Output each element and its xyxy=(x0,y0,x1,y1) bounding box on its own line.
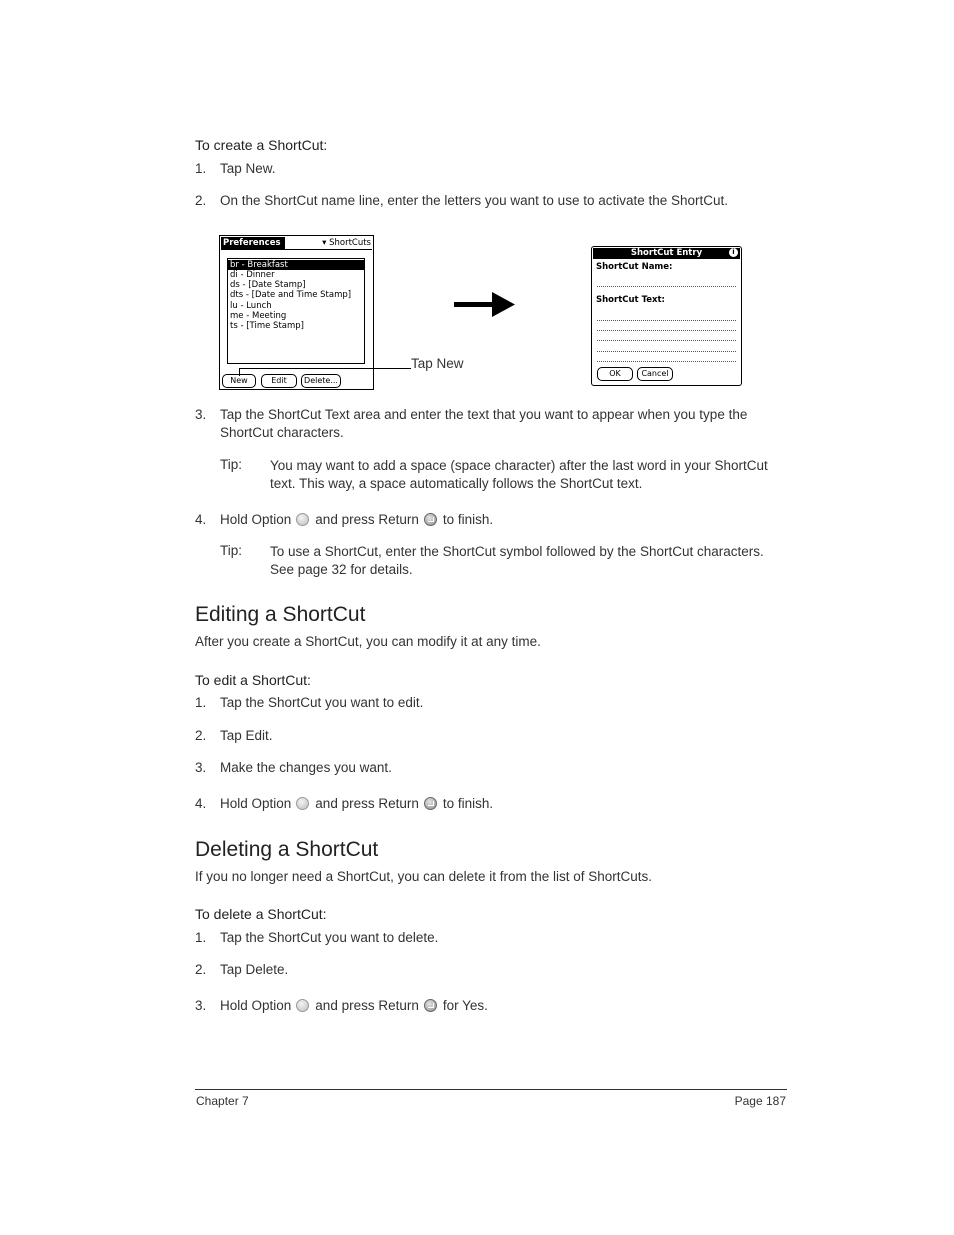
step-number: 2. xyxy=(195,193,207,208)
text-line[interactable] xyxy=(597,320,736,321)
option-key-icon xyxy=(296,999,309,1012)
deleting-intro: If you no longer need a ShortCut, you can delete it from the list of ShortCuts. xyxy=(195,869,653,884)
ok-button[interactable]: OK xyxy=(597,367,633,381)
step-text: Tap the ShortCut you want to edit. xyxy=(220,695,424,710)
list-item[interactable]: br - Breakfast xyxy=(228,260,364,270)
return-key-icon xyxy=(424,999,437,1012)
delete-procedure-heading: To delete a ShortCut: xyxy=(195,906,327,922)
shortcut-entry-screen xyxy=(591,246,742,386)
step-text xyxy=(220,997,488,1015)
new-button[interactable]: New xyxy=(222,374,256,388)
hold-option-text: Hold Option xyxy=(220,796,292,811)
footer-page-number: Page 187 xyxy=(734,1094,786,1108)
press-return-text: and press Return xyxy=(315,796,419,811)
editing-intro: After you create a ShortCut, you can modify it at any time. xyxy=(195,634,541,649)
hold-option-text: Hold Option xyxy=(220,998,292,1013)
step-number: 1. xyxy=(195,695,207,710)
step-text: Tap Edit. xyxy=(220,728,273,743)
preferences-screen xyxy=(219,235,374,390)
list-item[interactable]: di - Dinner xyxy=(230,270,275,280)
option-key-icon xyxy=(296,513,309,526)
press-return-text: and press Return xyxy=(315,512,419,527)
step-number: 2. xyxy=(195,728,207,743)
step-text: Tap the ShortCut Text area and enter the text that you want to appear when you type the ShortCut characters. xyxy=(220,407,748,440)
list-item[interactable]: me - Meeting xyxy=(230,311,287,321)
tip-label: Tip: xyxy=(220,457,243,472)
step-text: Make the changes you want. xyxy=(220,760,392,775)
tip-text: You may want to add a space (space character) after the last word in your ShortCut text. This way, a space automatically follows the ShortCut text. xyxy=(270,458,768,491)
step-number: 4. xyxy=(195,796,207,811)
cancel-button[interactable]: Cancel xyxy=(637,367,673,381)
tip-label: Tip: xyxy=(220,543,243,558)
name-line[interactable] xyxy=(597,286,736,287)
step-number: 1. xyxy=(195,161,207,176)
step-number: 3. xyxy=(195,998,207,1013)
step-text: On the ShortCut name line, enter the letters you want to use to activate the ShortCut. xyxy=(220,193,729,208)
list-item[interactable]: ds - [Date Stamp] xyxy=(230,280,306,290)
create-procedure-heading: To create a ShortCut: xyxy=(195,137,328,153)
step-text: Tap the ShortCut you want to delete. xyxy=(220,930,439,945)
step-number: 1. xyxy=(195,930,207,945)
step-number: 4. xyxy=(195,512,207,527)
shortcut-text-label: ShortCut Text: xyxy=(596,295,665,305)
entry-title: ShortCut Entry xyxy=(593,248,740,259)
list-item[interactable]: ts - [Time Stamp] xyxy=(230,321,304,331)
finish-text: to finish. xyxy=(442,512,494,527)
right-arrow-icon xyxy=(452,290,518,320)
step-number: 3. xyxy=(195,407,207,422)
preferences-title: Preferences xyxy=(221,237,285,249)
delete-button[interactable]: Delete... xyxy=(301,374,341,388)
step-text: Tap New. xyxy=(220,161,276,176)
text-line[interactable] xyxy=(597,340,736,341)
tip-text: To use a ShortCut, enter the ShortCut symbol followed by the ShortCut characters. See page 32 for details. xyxy=(270,544,764,577)
footer-rule xyxy=(195,1089,787,1090)
shortcuts-dropdown[interactable]: ▾ ShortCuts xyxy=(322,238,371,248)
text-line[interactable] xyxy=(597,351,736,352)
deleting-section-title: Deleting a ShortCut xyxy=(195,838,379,861)
press-return-text: and press Return xyxy=(315,998,419,1013)
title-rule xyxy=(221,249,372,250)
callout-line xyxy=(239,368,411,369)
list-item[interactable]: dts - [Date and Time Stamp] xyxy=(230,290,352,300)
return-key-icon xyxy=(424,513,437,526)
edit-button[interactable]: Edit xyxy=(261,374,297,388)
callout-tick xyxy=(239,368,240,376)
info-icon[interactable]: i xyxy=(729,248,738,257)
editing-section-title: Editing a ShortCut xyxy=(195,603,366,626)
hold-option-text: Hold Option xyxy=(220,512,292,527)
tap-new-callout: Tap New xyxy=(411,356,464,371)
finish-text: to finish. xyxy=(442,796,494,811)
return-key-icon xyxy=(424,797,437,810)
edit-procedure-heading: To edit a ShortCut: xyxy=(195,672,311,688)
step-number: 2. xyxy=(195,962,207,977)
step-number: 3. xyxy=(195,760,207,775)
option-key-icon xyxy=(296,797,309,810)
step-text: Tap Delete. xyxy=(220,962,289,977)
step-text xyxy=(220,511,493,529)
step-text xyxy=(220,795,493,813)
list-item[interactable]: lu - Lunch xyxy=(230,301,272,311)
text-line[interactable] xyxy=(597,330,736,331)
text-line[interactable] xyxy=(597,361,736,362)
for-yes-text: for Yes. xyxy=(442,998,488,1013)
footer-chapter: Chapter 7 xyxy=(196,1094,249,1108)
shortcut-name-label: ShortCut Name: xyxy=(596,262,673,272)
shortcut-list xyxy=(227,258,365,364)
